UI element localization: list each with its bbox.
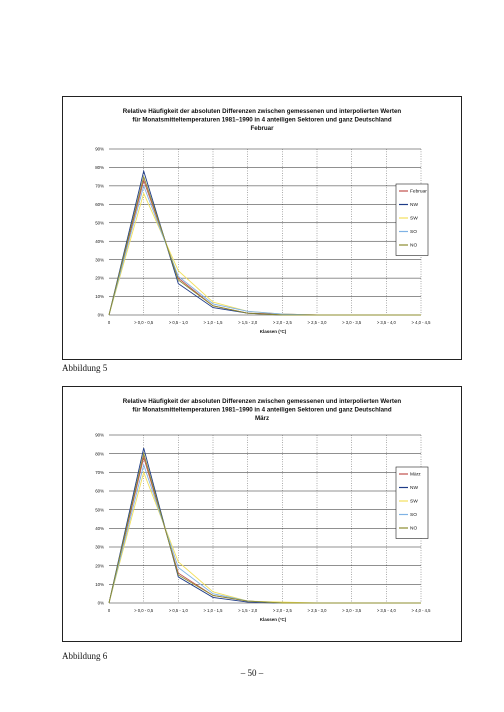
x-tick-label: 0 [107, 320, 111, 325]
chart-title-line: Relative Häufigkeit der absoluten Differenzen zwischen gemessenen und interpolierten Werten [122, 398, 402, 405]
y-tick-label: 90% [95, 146, 104, 152]
x-tick-label: > 3,5 - 4,0 [376, 320, 396, 325]
series-line [109, 457, 421, 603]
y-tick-label: 70% [95, 183, 104, 189]
x-tick-label: > 0,5 - 1,0 [168, 608, 188, 613]
x-tick-label: > 1,5 - 2,0 [238, 608, 258, 613]
y-tick-label: 10% [95, 581, 104, 587]
legend-label: SO [410, 513, 417, 519]
y-tick-label: 70% [95, 469, 104, 475]
legend-label: NO [410, 526, 418, 532]
series-line [109, 177, 421, 315]
chart-title-line: Februar [250, 125, 274, 132]
chart-title-line: für Monatsmitteltemperaturen 1981–1990 in 4 anteiligen Sektoren und ganz Deutschland [132, 116, 392, 124]
x-tick-label: 0 [107, 608, 111, 613]
y-tick-label: 20% [95, 275, 104, 281]
x-tick-label: > 4,0 - 4,5 [411, 320, 431, 325]
series-line [109, 180, 421, 315]
y-tick-label: 30% [95, 544, 104, 550]
chart-title-line: März [254, 415, 270, 422]
x-tick-label: > 2,0 - 2,5 [272, 608, 292, 613]
y-tick-label: 20% [95, 563, 104, 569]
chart-svg-februar [63, 97, 461, 359]
x-tick-label: > 3,0 - 3,5 [342, 320, 362, 325]
chart-title-line: Relative Häufigkeit der absoluten Differenzen zwischen gemessenen und interpolierten Werten [122, 108, 402, 115]
chart-februar [62, 96, 462, 360]
x-tick-label: > 1,5 - 2,0 [238, 320, 258, 325]
legend-label: März [410, 472, 421, 478]
legend-label: NW [410, 203, 418, 209]
y-tick-label: 80% [95, 451, 104, 457]
y-tick-label: 0% [97, 312, 104, 318]
y-tick-label: 50% [95, 507, 104, 513]
legend-label: SO [410, 230, 417, 236]
x-tick-label: > 2,5 - 3,0 [307, 608, 327, 613]
y-tick-label: 10% [95, 294, 104, 300]
legend-label: NO [410, 243, 418, 249]
y-tick-label: 50% [95, 220, 104, 226]
x-tick-label: > 3,0 - 3,5 [342, 608, 362, 613]
legend-label: SW [410, 499, 418, 505]
x-tick-label: > 0,0 - 0,5 [134, 320, 154, 325]
x-tick-label: > 2,0 - 2,5 [272, 320, 292, 325]
x-axis-title: Klassen (°C) [259, 329, 287, 334]
x-tick-label: > 0,0 - 0,5 [134, 608, 154, 613]
y-tick-label: 60% [95, 201, 104, 207]
series-line [109, 465, 421, 603]
figure-caption-6: Abbildung 6 [62, 651, 108, 661]
chart-maerz [62, 386, 462, 642]
chart-title-line: für Monatsmitteltemperaturen 1981–1990 in 4 anteiligen Sektoren und ganz Deutschland [132, 406, 392, 414]
page-number: – 50 – [240, 668, 264, 678]
series-line [109, 186, 421, 315]
x-tick-label: > 0,5 - 1,0 [168, 320, 188, 325]
x-tick-label: > 1,0 - 1,5 [203, 608, 223, 613]
y-tick-label: 30% [95, 257, 104, 263]
x-tick-label: > 4,0 - 4,5 [411, 608, 431, 613]
y-tick-label: 40% [95, 238, 104, 244]
legend-label: NW [410, 486, 418, 492]
legend-label: Februar [410, 189, 427, 195]
y-tick-label: 0% [97, 600, 104, 606]
series-line [109, 171, 421, 315]
x-tick-label: > 3,5 - 4,0 [376, 608, 396, 613]
y-tick-label: 80% [95, 165, 104, 171]
y-tick-label: 40% [95, 525, 104, 531]
x-tick-label: > 1,0 - 1,5 [203, 320, 223, 325]
y-tick-label: 60% [95, 488, 104, 494]
x-axis-title: Klassen (°C) [259, 617, 287, 622]
x-tick-label: > 2,5 - 3,0 [307, 320, 327, 325]
series-line [109, 448, 421, 603]
y-tick-label: 90% [95, 432, 104, 438]
figure-caption-5: Abbildung 5 [62, 363, 108, 373]
chart-svg-maerz [63, 387, 461, 641]
legend-label: SW [410, 216, 418, 222]
